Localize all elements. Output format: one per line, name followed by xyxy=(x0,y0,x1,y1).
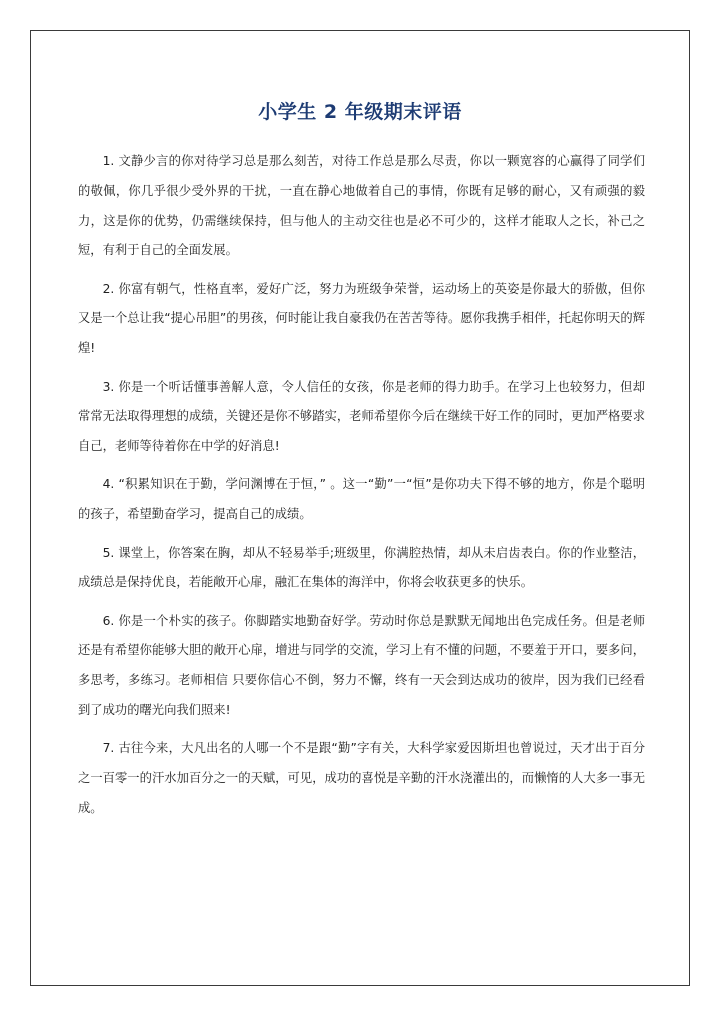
comment-paragraph-5: 5. 课堂上，你答案在胸，却从不轻易举手;班级里，你满腔热情，却从未启齿表白。你的作业整洁，成绩总是保持优良，若能敞开心扉，融汇在集体的海洋中，你将会收获更多的快乐。 xyxy=(78,545,645,590)
comment-paragraph-3: 3. 你是一个听话懂事善解人意，令人信任的女孩，你是老师的得力助手。在学习上也较努力，但却常常无法取得理想的成绩，关键还是你不够踏实，老师希望你今后在继续干好工作的同时，更加严格要求自己，老师等待着你在中学的好消息! xyxy=(78,379,645,454)
comment-paragraph-6: 6. 你是一个朴实的孩子。你脚踏实地勤奋好学。劳动时你总是默默无闻地出色完成任务。但是老师还是有希望你能够大胆的敞开心扉，增进与同学的交流，学习上有不懂的问题，不要羞于开口，要多问，多思考，多练习。老师相信 只要你信心不倒，努力不懈，终有一天会到达成功的彼岸，因为我们已经看到了成功的曙光向我们照来! xyxy=(78,613,645,718)
document-page xyxy=(30,30,690,986)
comment-paragraph-2: 2. 你富有朝气，性格直率，爱好广泛，努力为班级争荣誉，运动场上的英姿是你最大的骄傲，但你又是一个总让我“提心吊胆”的男孩，何时能让我自豪我仍在苦苦等待。愿你我携手相伴，托起你明天的辉煌! xyxy=(78,281,645,356)
comment-paragraph-4: 4. “积累知识在于勤，学问渊博在于恒，” 。这一“勤”一“恒”是你功夫下得不够的地方，你是个聪明的孩子，希望勤奋学习，提高自己的成绩。 xyxy=(78,477,645,522)
document-title: 小学生 2 年级期末评语 xyxy=(258,101,462,123)
comment-paragraph-7: 7. 古往今来，大凡出名的人哪一个不是跟“勤”字有关，大科学家爱因斯坦也曾说过，天才出于百分之一百零一的汗水加百分之一的天赋，可见，成功的喜悦是辛勤的汗水浇灌出的，而懒惰的人大多一事无成。 xyxy=(78,741,645,815)
document-body xyxy=(78,147,645,832)
comment-paragraph-1: 1. 文静少言的你对待学习总是那么刻苦，对待工作总是那么尽责，你以一颗宽容的心赢得了同学们的敬佩，你几乎很少受外界的干扰，一直在静心地做着自己的事情，你既有足够的耐心，又有顽强的毅力，这是你的优势，仍需继续保持，但与他人的主动交往也是必不可少的，这样才能取人之长，补己之短，有利于自己的全面发展。 xyxy=(78,154,645,258)
